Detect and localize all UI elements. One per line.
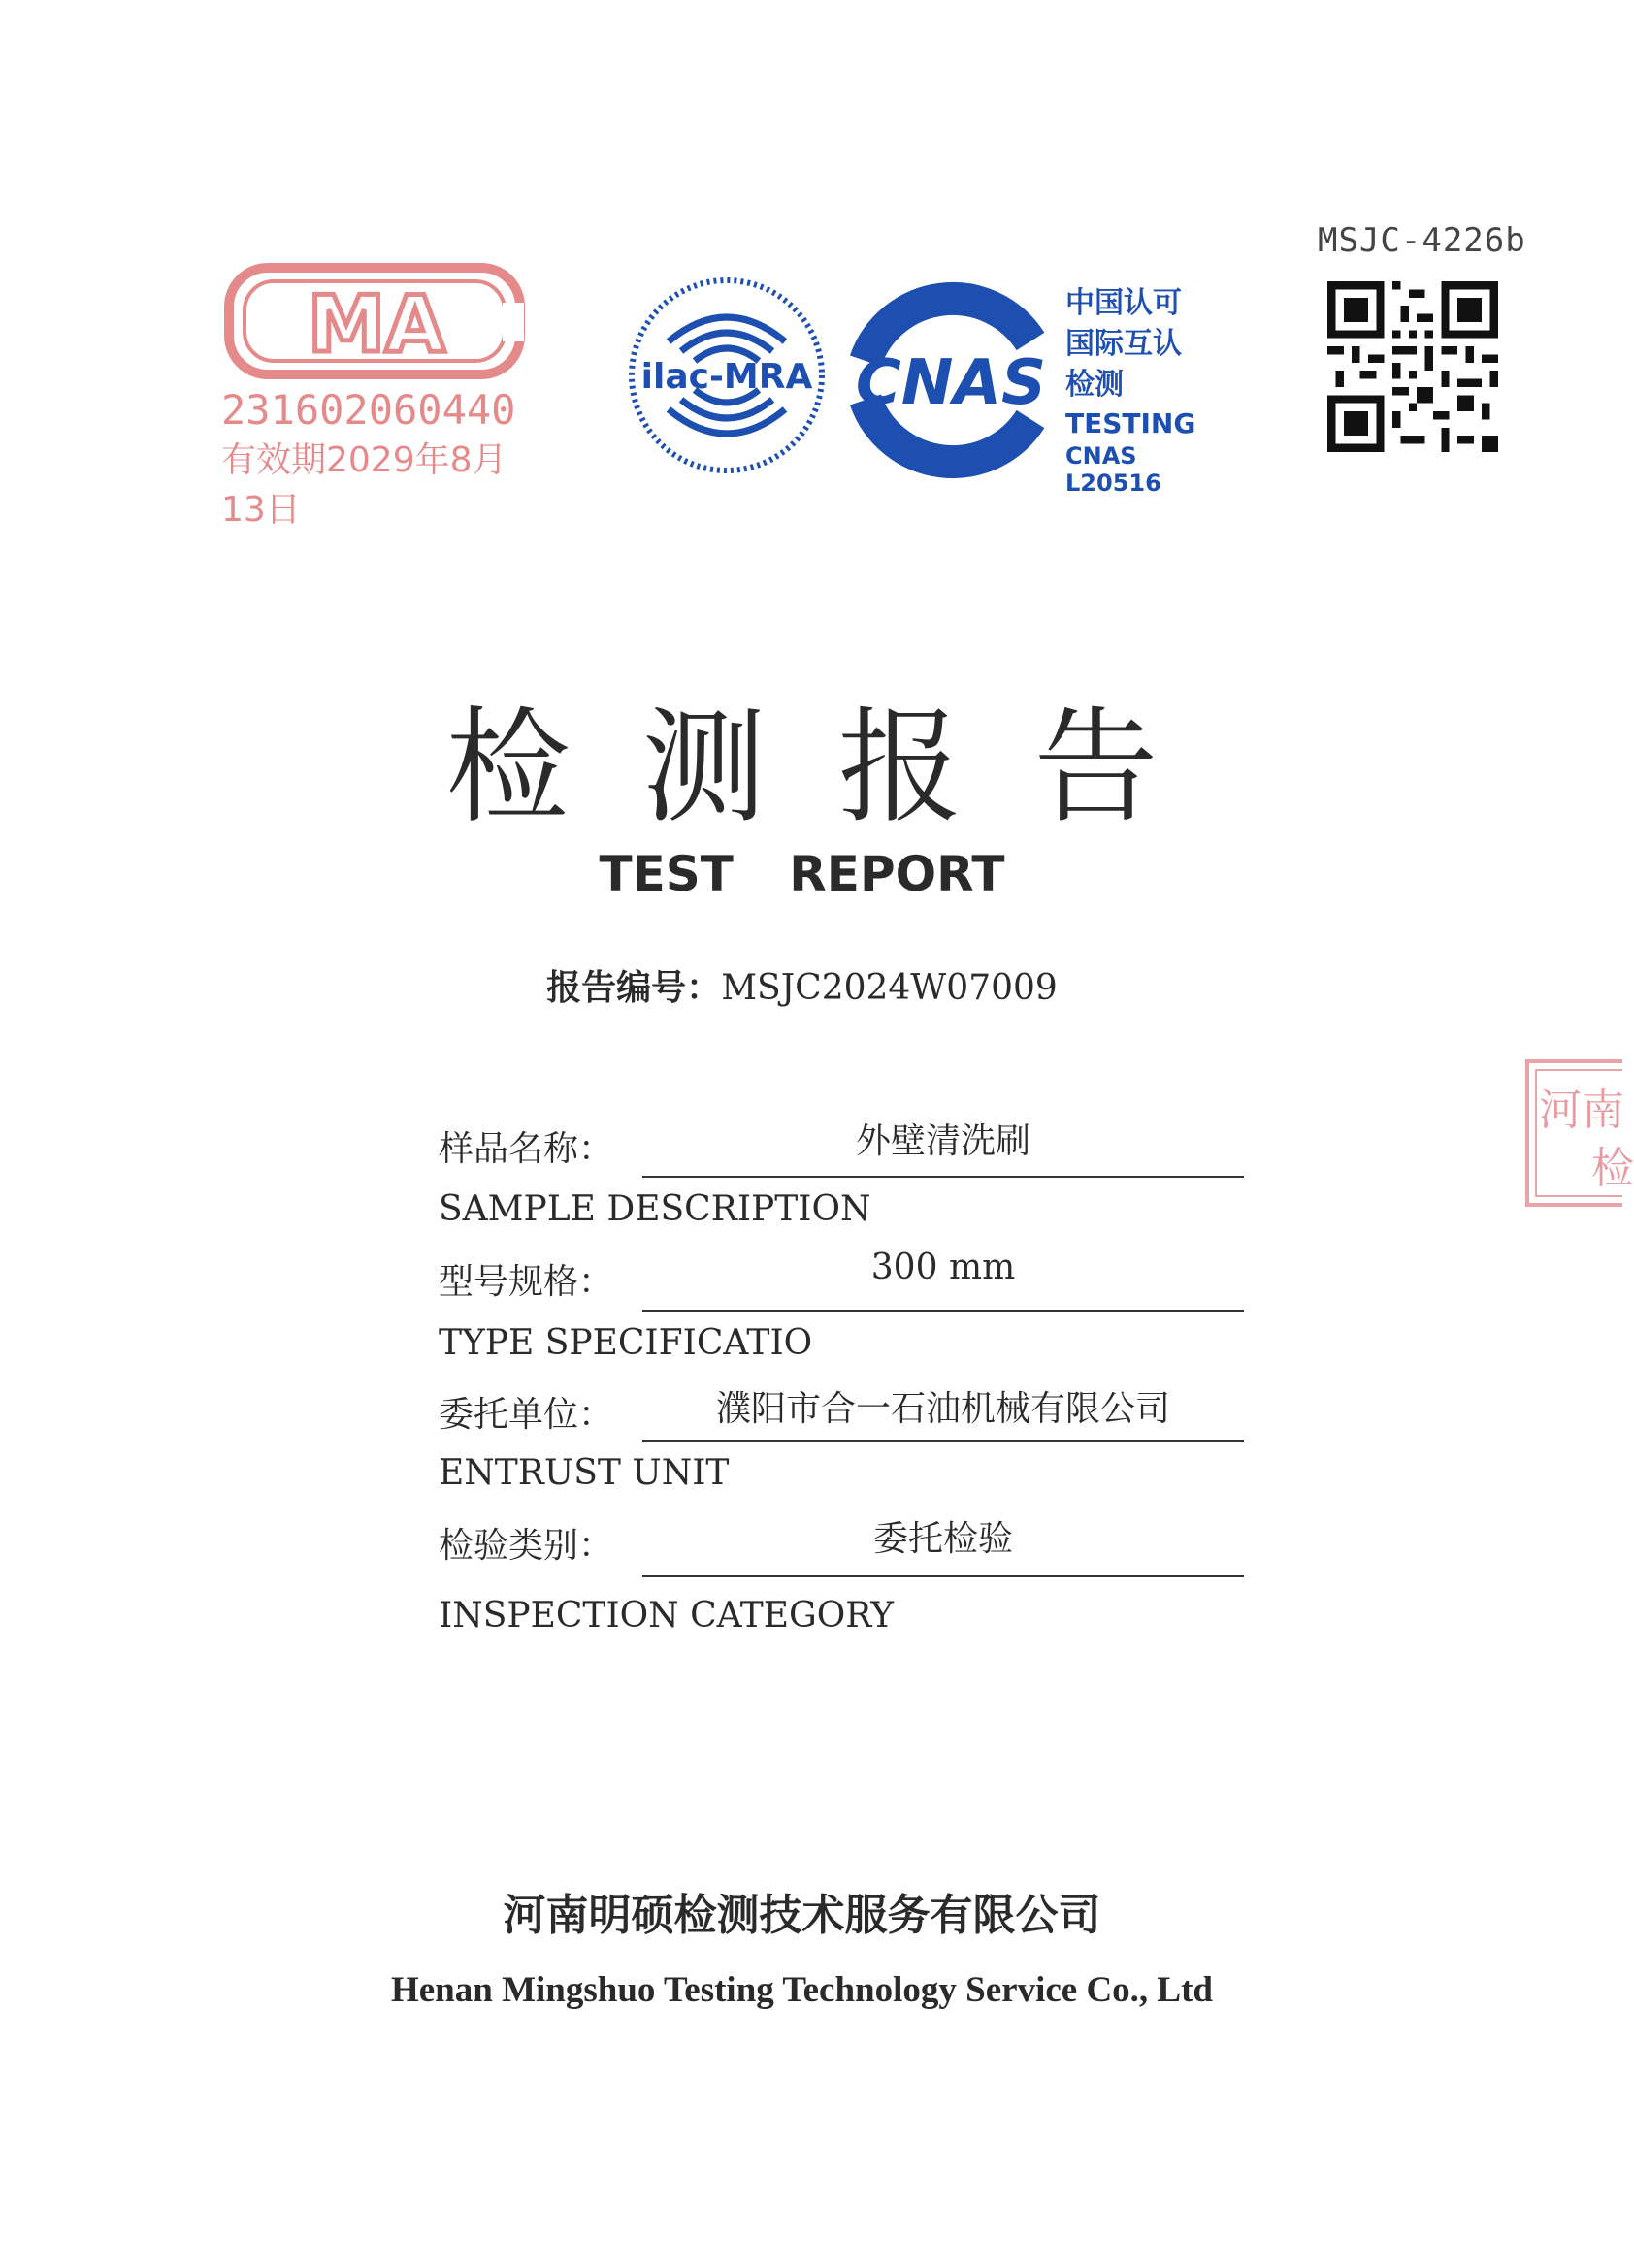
entrust-unit-label: 委托单位： — [439, 1395, 614, 1435]
entrust-unit-value: 濮阳市合一石油机械有限公司 — [715, 1389, 1170, 1429]
inspection-category-en: INSPECTION CATEGORY — [439, 1596, 895, 1636]
model-spec-label: 型号规格： — [439, 1262, 614, 1302]
company-seal-fragment — [1525, 1059, 1634, 1207]
company-name-cn: 河南明硕检测技术服务有限公司 — [503, 1891, 1101, 1940]
sample-name-en: SAMPLE DESCRIPTION — [439, 1189, 871, 1229]
report-number-label: 报告编号： — [546, 968, 722, 1008]
model-spec-underline — [642, 1310, 1244, 1312]
inspection-category-label: 检验类别： — [439, 1526, 614, 1566]
cnas-number: CNAS L20516 — [1065, 442, 1161, 497]
seal-text-2: 检 — [1591, 1144, 1634, 1193]
report-title-en: TEST REPORT — [599, 846, 1005, 902]
report-title-cn: 检测报告 — [445, 696, 1230, 840]
entrust-unit-underline — [642, 1440, 1244, 1442]
cnas-logo-text: CNAS — [855, 347, 1047, 419]
qr-code — [1327, 281, 1498, 452]
ilac-text: ilac-MRA — [640, 357, 813, 397]
sample-name-underline — [642, 1176, 1244, 1178]
cnas-line-1: 中国认可 — [1065, 286, 1182, 320]
entrust-unit-en: ENTRUST UNIT — [439, 1453, 730, 1493]
model-spec-value: 300 mm — [870, 1247, 1016, 1287]
ilac-mra-logo — [625, 274, 829, 477]
company-name-en: Henan Mingshuo Testing Technology Service Co., Ltd — [390, 1970, 1214, 2010]
cma-logo-text: MA — [308, 279, 445, 370]
cma-validity: 有效期2029年8月13日 — [221, 440, 507, 530]
sample-name-value: 外壁清洗刷 — [855, 1121, 1030, 1161]
report-number — [0, 960, 1604, 1010]
inspection-category-value: 委托检验 — [872, 1519, 1013, 1559]
document-code: MSJC-4226b — [1318, 221, 1526, 260]
cma-logo — [221, 254, 532, 390]
cnas-line-3: 检测 — [1065, 368, 1124, 402]
report-number-value: MSJC2024W07009 — [721, 968, 1058, 1008]
cnas-line-2: 国际互认 — [1065, 327, 1182, 361]
sample-name-label: 样品名称： — [439, 1129, 614, 1169]
cnas-testing: TESTING — [1065, 407, 1196, 439]
seal-text-1: 河南 — [1539, 1085, 1624, 1135]
inspection-category-underline — [642, 1575, 1244, 1577]
cma-number: 231602060440 — [221, 386, 516, 434]
cma-stamp — [221, 254, 532, 530]
model-spec-en: TYPE SPECIFICATIO — [439, 1323, 813, 1363]
cnas-logo — [836, 283, 1196, 497]
